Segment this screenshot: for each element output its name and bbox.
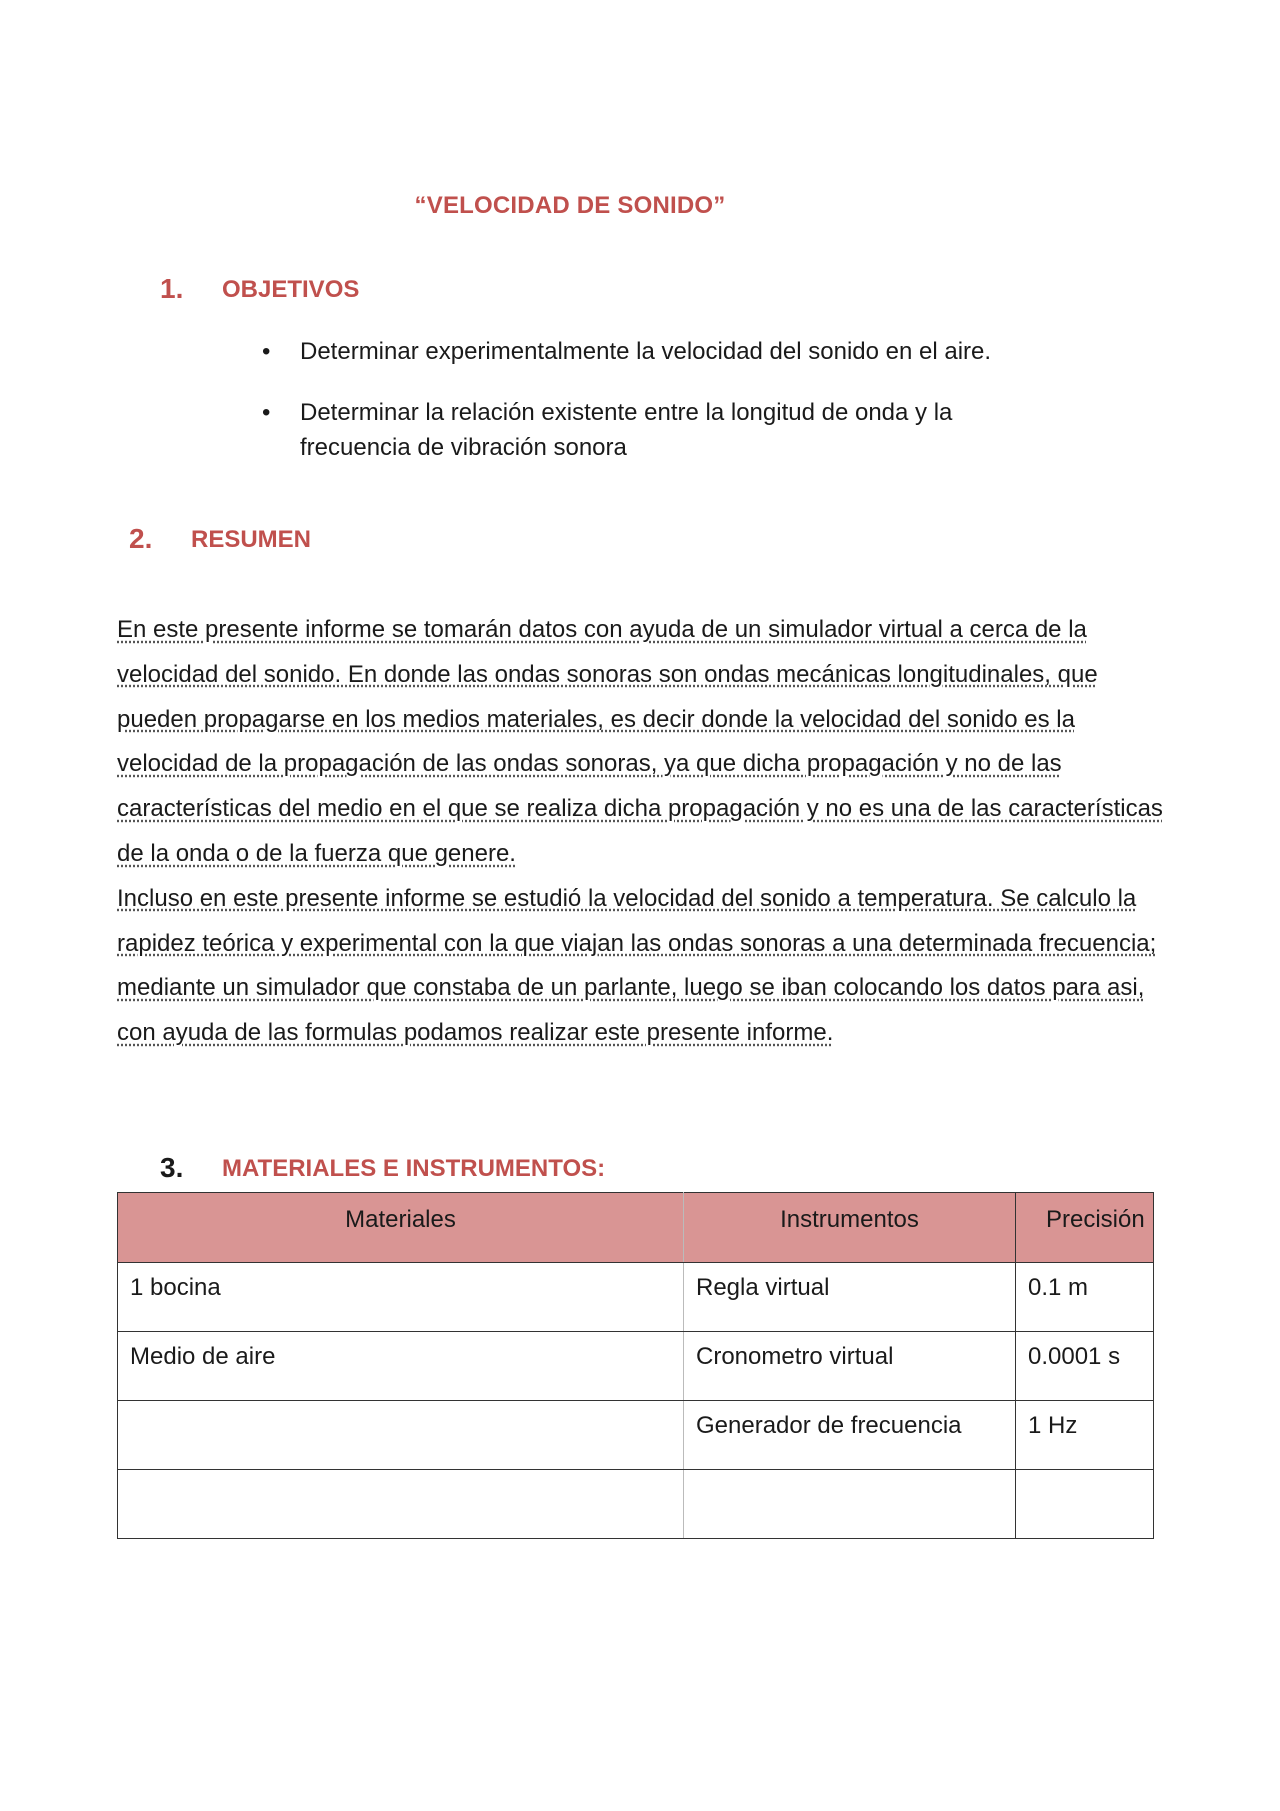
table-cell — [1016, 1470, 1154, 1539]
objectives-list — [262, 334, 1062, 491]
summary-paragraph: Incluso en este presente informe se estudió la velocidad del sonido a temperatura. Se calculo la rapidez teórica y experimental con la que viajan las ondas sonoras a una determinada frecuencia; mediante un simulador que constaba de un parlante, luego se iban colocando los datos para asi, con ayuda de las formulas podamos realizar este presente informe. — [117, 884, 1157, 1047]
table-cell: Cronometro virtual — [684, 1332, 1016, 1401]
list-item — [262, 395, 1062, 465]
objective-text: Determinar la relación existente entre la longitud de onda y la frecuencia de vibración sonora — [300, 399, 953, 461]
table-row — [118, 1470, 1154, 1539]
table-cell: 0.0001 s — [1016, 1332, 1154, 1401]
table-cell — [118, 1401, 684, 1470]
document-title: “VELOCIDAD DE SONIDO” — [414, 192, 726, 219]
table-cell: Generador de frecuencia — [684, 1401, 1016, 1470]
section-title: MATERIALES E INSTRUMENTOS: — [222, 1155, 606, 1182]
section-title: OBJETIVOS — [222, 276, 360, 303]
table-header-row — [118, 1193, 1154, 1263]
column-header-materiales: Materiales — [118, 1193, 684, 1263]
table-row — [118, 1332, 1154, 1401]
section-number: 1. — [160, 273, 184, 304]
table-cell: Medio de aire — [118, 1332, 684, 1401]
bullet-icon: • — [262, 399, 271, 426]
table-cell — [684, 1470, 1016, 1539]
materials-table — [117, 1192, 1154, 1539]
section-number: 2. — [129, 523, 153, 554]
summary-paragraph: En este presente informe se tomarán datos con ayuda de un simulador virtual a cerca de la velocidad del sonido. En donde las ondas sonoras son ondas mecánicas longitudinales, que pueden propagarse en los medios materiales, es decir donde la velocidad del sonido es la velocidad de la propagación de las ondas sonoras, ya que dicha propagación y no de las características del medio en el que se realiza dicha propagación y no es una de las características de la onda o de la fuerza que genere. — [117, 616, 1163, 867]
section-number: 3. — [160, 1152, 184, 1183]
section-title: RESUMEN — [191, 526, 312, 553]
table-row — [118, 1263, 1154, 1332]
column-header-instrumentos: Instrumentos — [684, 1193, 1016, 1263]
list-item — [262, 334, 1062, 369]
summary-text — [117, 608, 1177, 1056]
objective-text: Determinar experimentalmente la velocidad del sonido en el aire. — [300, 338, 992, 365]
table-cell: 1 Hz — [1016, 1401, 1154, 1470]
table-cell: 1 bocina — [118, 1263, 684, 1332]
table-cell: Regla virtual — [684, 1263, 1016, 1332]
bullet-icon: • — [262, 338, 271, 365]
column-header-precision: Precisión — [1016, 1193, 1154, 1263]
table-cell — [118, 1470, 684, 1539]
table-cell: 0.1 m — [1016, 1263, 1154, 1332]
table-row — [118, 1401, 1154, 1470]
